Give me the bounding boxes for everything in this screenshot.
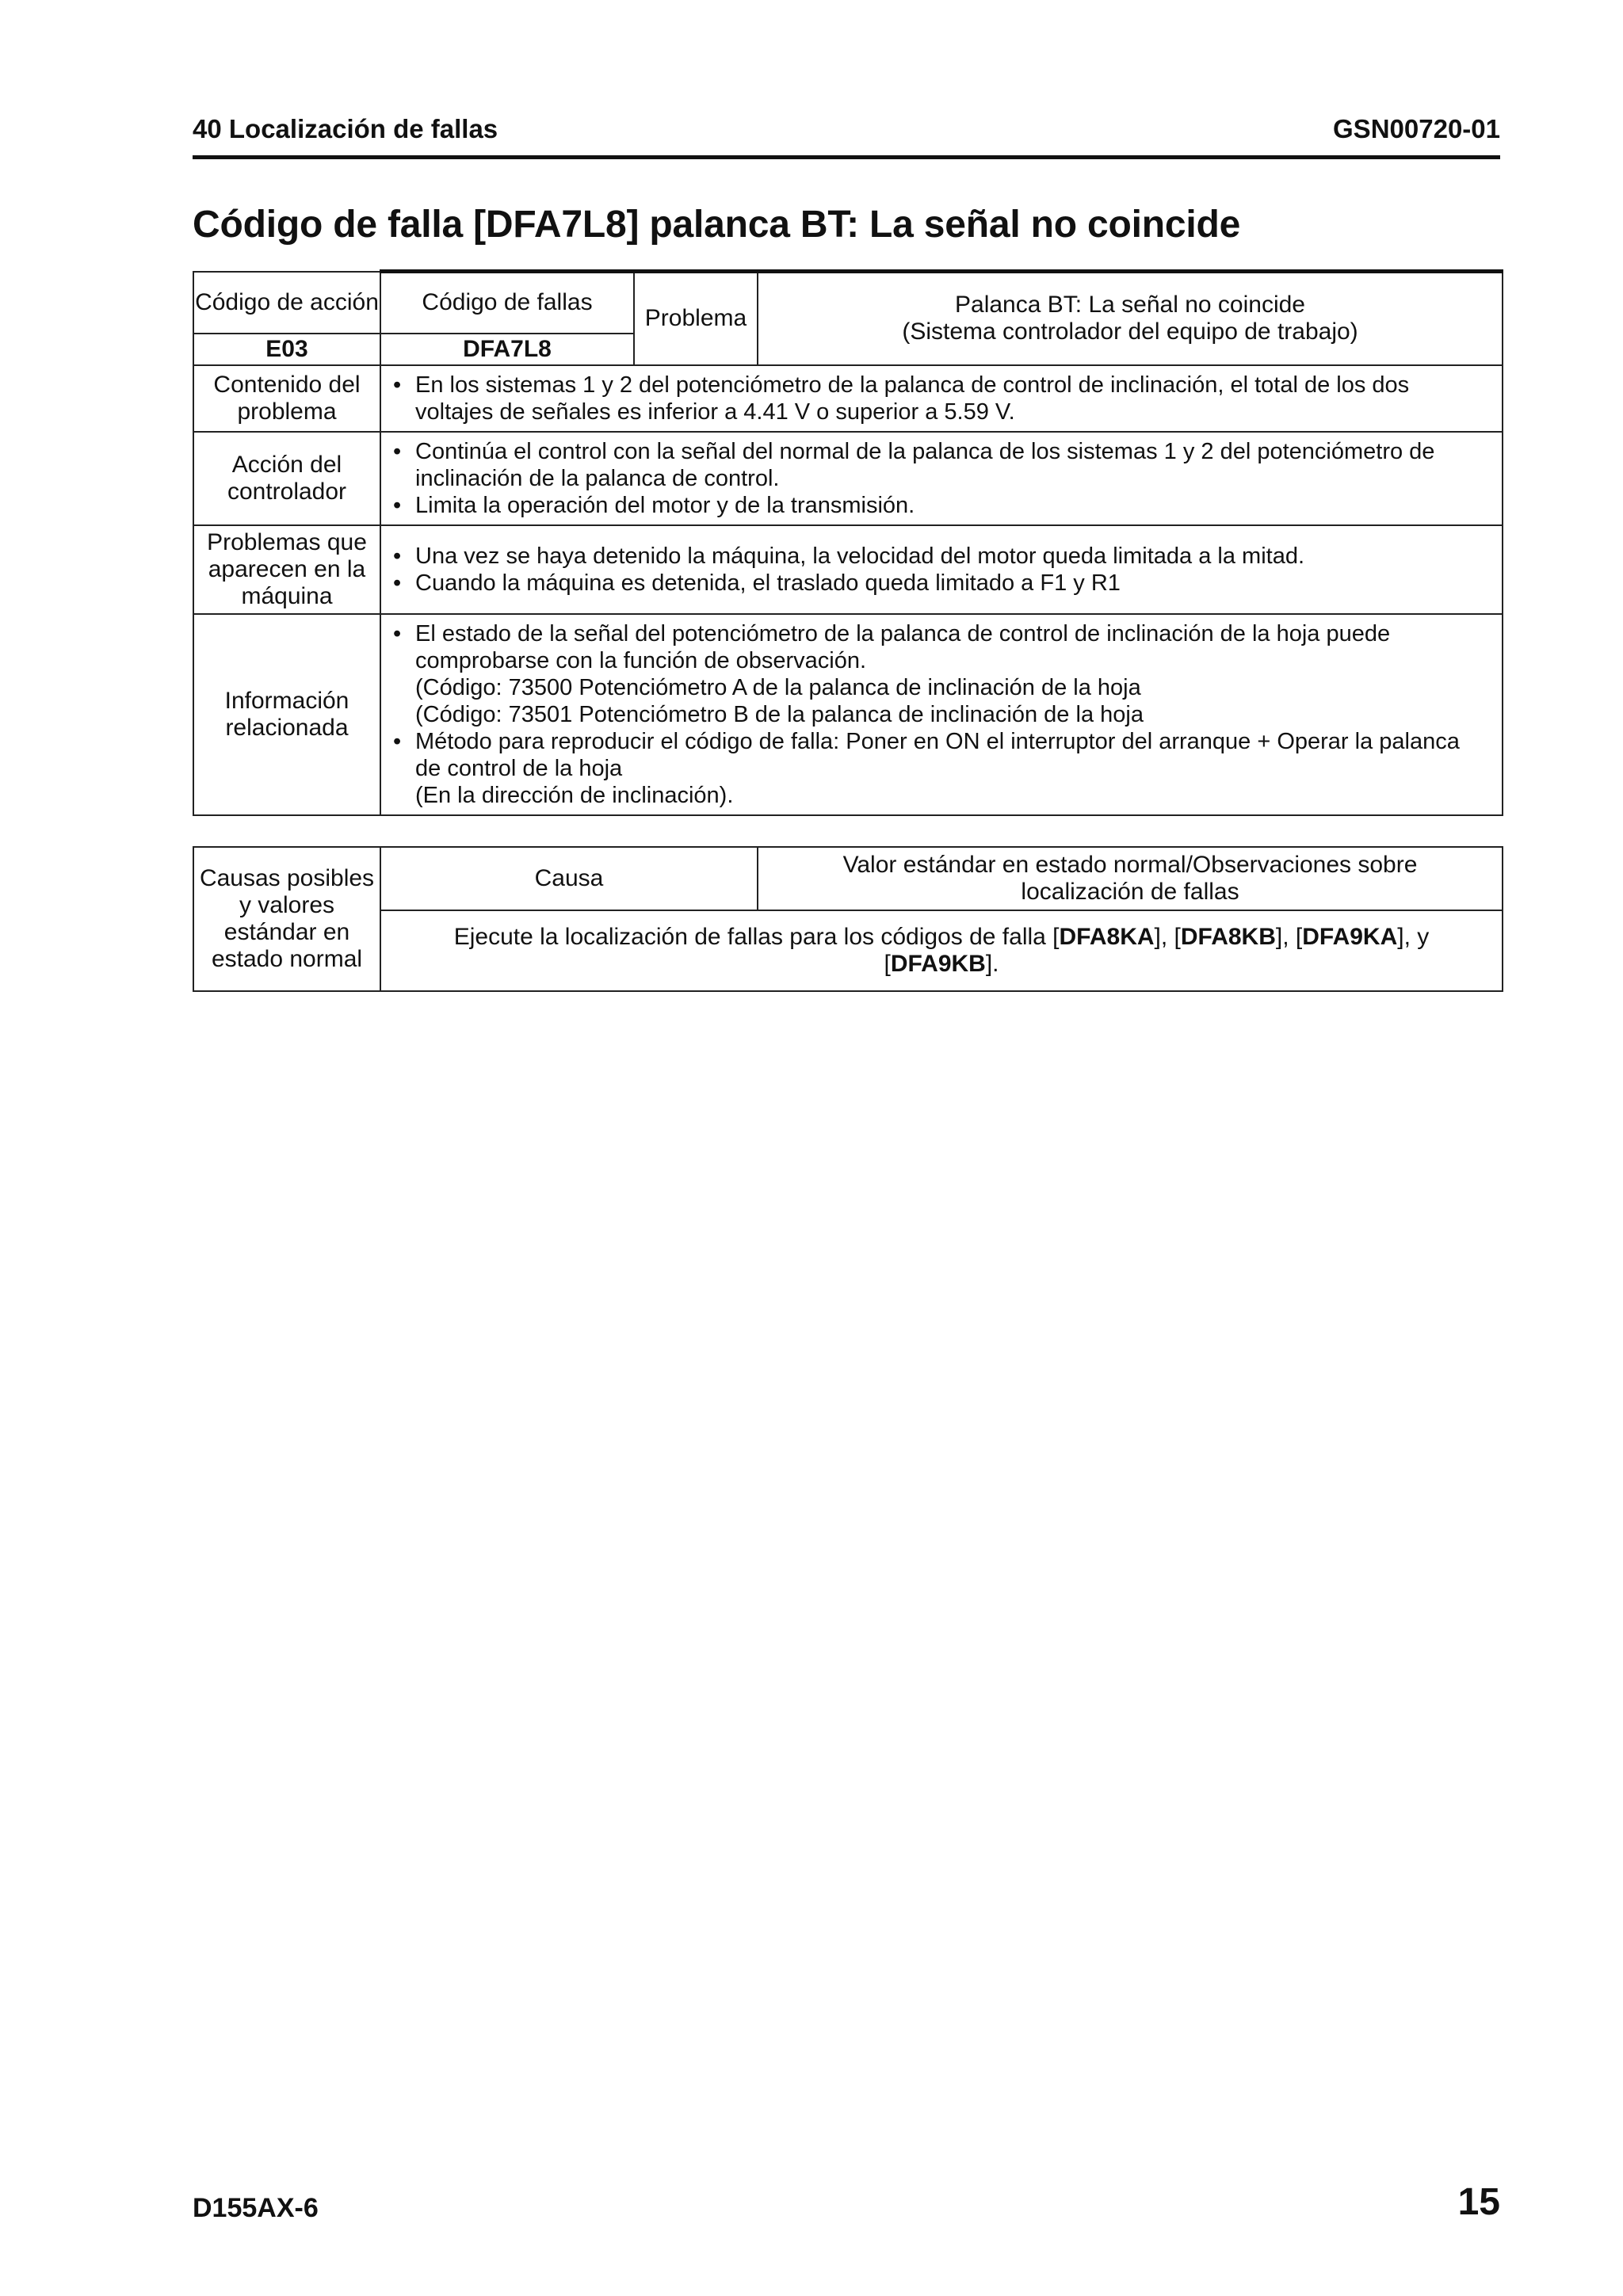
list-item: • En los sistemas 1 y 2 del potenciómetro de la palanca de control de inclinación, el total de los dos voltajes de señales es inferior a 4.41 V o superior a 5.59 V.	[391, 372, 1491, 425]
fault-code-value: DFA7L8	[380, 334, 634, 365]
list-item	[391, 728, 1491, 809]
problem-content-label: Contenido del problema	[193, 365, 380, 432]
section-title: 40 Localización de fallas	[193, 114, 498, 143]
list-item: • Limita la operación del motor y de la transmisión.	[391, 492, 1491, 519]
reference-line-1: (Código: 73500 Potenciómetro A de la palanca de inclinación de la hoja	[415, 674, 1141, 700]
standard-value-header: Valor estándar en estado normal/Observaciones sobre localización de fallas	[758, 847, 1503, 910]
action-code-value: E03	[193, 334, 380, 365]
related-info-label: Información relacionada	[193, 614, 380, 815]
problem-line-1: Palanca BT: La señal no coincide	[955, 292, 1305, 318]
bullet-text: Método para reproducir el código de falla: Poner en ON el interruptor del arranque + Operar la palanca de control de la hoja	[415, 728, 1460, 781]
problem-description	[758, 272, 1503, 365]
fault-code-ref: DFA9KA	[1302, 924, 1398, 950]
problem-content-cell	[380, 365, 1503, 432]
machine-model: D155AX-6	[193, 2193, 319, 2223]
instruction-text: Ejecute la localización de fallas para los códigos de falla [	[453, 924, 1060, 950]
separator: ], [	[1275, 924, 1303, 950]
separator: ], y [	[884, 924, 1430, 977]
fault-code-ref: DFA8KA	[1059, 924, 1155, 950]
list-item: • Cuando la máquina es detenida, el traslado queda limitado a F1 y R1	[391, 570, 1491, 597]
list-item: • Continúa el control con la señal del normal de la palanca de los sistemas 1 y 2 del potenciómetro de inclinación de la palanca de control.	[391, 438, 1491, 492]
machine-problems-label: Problemas que aparecen en la máquina	[193, 525, 380, 614]
controller-action-label: Acción del controlador	[193, 432, 380, 525]
causes-table	[193, 846, 1503, 992]
reference-line-2: (Código: 73501 Potenciómetro B de la palanca de inclinación de la hoja	[415, 701, 1144, 727]
machine-problems-cell	[380, 525, 1503, 614]
related-info-cell	[380, 614, 1503, 815]
fault-code-label: Código de fallas	[380, 272, 634, 334]
causes-label: Causas posibles y valores estándar en estado normal	[193, 847, 380, 991]
page-title: Código de falla [DFA7L8] palanca BT: La señal no coincide	[193, 204, 1241, 246]
list-item	[391, 620, 1491, 728]
controller-action-cell	[380, 432, 1503, 525]
fault-code-ref: DFA9KB	[890, 951, 986, 977]
reference-line-3: (En la dirección de inclinación).	[415, 782, 734, 808]
instruction-end: ].	[985, 951, 999, 977]
separator: ], [	[1154, 924, 1181, 950]
problem-line-2: (Sistema controlador del equipo de trabajo)	[902, 318, 1358, 345]
problem-label: Problema	[634, 272, 758, 365]
page-number: 15	[1457, 2181, 1500, 2223]
page-header	[193, 111, 1500, 159]
bullet-text: El estado de la señal del potenciómetro de la palanca de control de inclinación de la hoja puede comprobarse con la función de observación.	[415, 620, 1391, 673]
fault-code-ref: DFA8KB	[1180, 924, 1276, 950]
document-code: GSN00720-01	[1333, 114, 1500, 143]
troubleshooting-instruction	[380, 910, 1503, 991]
action-code-label: Código de acción	[193, 272, 380, 334]
cause-header: Causa	[380, 847, 758, 910]
list-item: • Una vez se haya detenido la máquina, la velocidad del motor queda limitada a la mitad.	[391, 543, 1491, 570]
fault-info-table	[193, 269, 1503, 816]
